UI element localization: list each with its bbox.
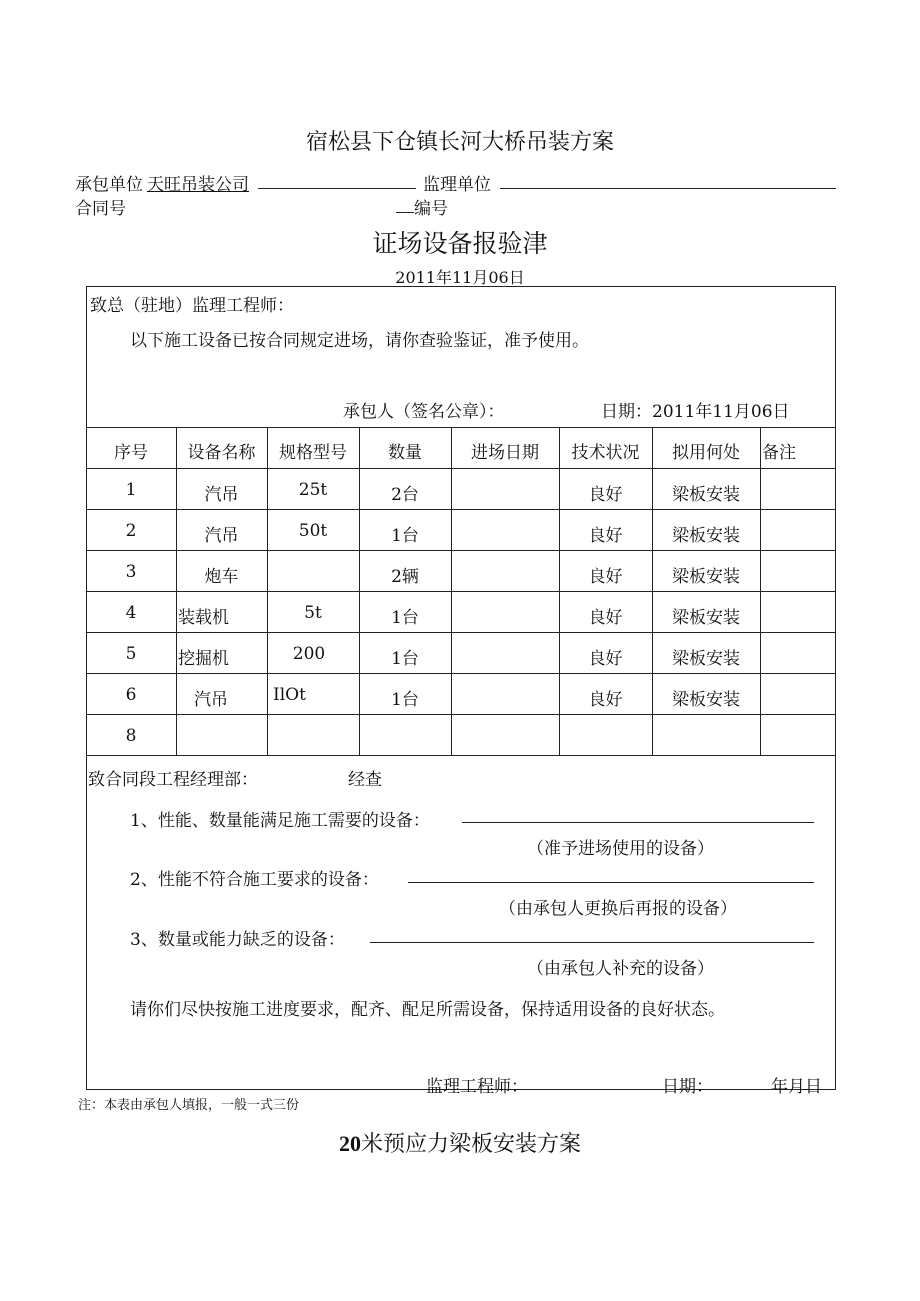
table-cell: 良好 [588, 485, 623, 505]
table-cell: 良好 [588, 526, 623, 546]
table-cell: 3 [125, 562, 137, 582]
col-header-name: 设备名称 [187, 443, 256, 463]
review-item-2: 2、性能不符合施工要求的设备： [130, 870, 379, 890]
contractor-label: 承包单位 [75, 175, 143, 195]
table-cell: 5 [125, 644, 137, 664]
table-bottom-border [86, 755, 836, 756]
table-cell: 8 [125, 726, 137, 746]
table-column-border [267, 427, 268, 755]
document-date: 2011年11月06日 [395, 268, 525, 287]
number-label: 编号 [414, 199, 448, 219]
col-header-entry-date: 进场日期 [471, 443, 539, 463]
supervisor-underline [500, 188, 836, 189]
table-column-border [451, 427, 452, 755]
table-row-border [86, 591, 836, 592]
table-cell: 1台 [391, 649, 419, 669]
contractor-underline [258, 188, 416, 189]
col-header-remarks: 备注 [762, 443, 796, 463]
table-cell: 1台 [391, 608, 419, 628]
review-date-suffix: 年月日 [771, 1077, 822, 1097]
review-checked: 经查 [348, 770, 382, 790]
col-header-model: 规格型号 [279, 443, 347, 463]
col-header-index: 序号 [114, 443, 148, 463]
table-row-border [86, 714, 836, 715]
table-cell: 1 [125, 480, 137, 500]
intro-recipient: 致总（驻地）监理工程师： [90, 296, 294, 316]
table-cell: 良好 [588, 690, 623, 710]
table-cell: 汽吊 [204, 526, 239, 546]
table-cell: 梁板安装 [672, 485, 740, 505]
table-cell: 50t [298, 521, 328, 541]
review-item-3-note: （由承包人补充的设备） [527, 959, 714, 979]
review-item-1-note: （准予进场使用的设备） [527, 839, 714, 859]
review-item-3: 3、数量或能力缺乏的设备： [130, 930, 345, 950]
table-row-border [86, 673, 836, 674]
table-cell: 2 [125, 521, 137, 541]
footnote: 注：本表由承包人填报，一般一式三份 [78, 1098, 300, 1113]
table-cell: 5t [304, 603, 322, 623]
table-cell: 良好 [588, 649, 623, 669]
col-header-usage: 拟用何处 [672, 443, 740, 463]
table-cell: 1台 [391, 690, 419, 710]
bottom-title [0, 1127, 920, 1158]
table-cell: 装载机 [178, 608, 229, 628]
review-item-2-note: （由承包人更换后再报的设备） [499, 899, 737, 919]
bottom-title-text: 米预应力梁板安装方案 [360, 1132, 581, 1157]
review-item-1: 1、性能、数量能满足施工需要的设备： [130, 811, 430, 831]
table-column-border [760, 427, 761, 755]
table-cell: 1台 [391, 526, 419, 546]
review-request: 请你们尽快按施工进度要求，配齐、配足所需设备，保持适用设备的良好状态。 [130, 1000, 725, 1020]
table-cell: 良好 [588, 608, 623, 628]
table-cell: IlOt [273, 685, 306, 705]
table-cell: 良好 [588, 567, 623, 587]
table-cell: 梁板安装 [672, 608, 740, 628]
col-header-quantity: 数量 [388, 443, 422, 463]
contractor-value: 天旺吊装公司 [147, 175, 249, 195]
page-title: 宿松县下仓镇长河大桥吊装方案 [305, 130, 614, 155]
table-cell: 梁板安装 [672, 649, 740, 669]
review-date-label: 日期： [662, 1077, 713, 1097]
table-cell: 汽吊 [194, 690, 228, 710]
table-cell: 2台 [391, 485, 419, 505]
engineer-sign-label: 监理工程师： [426, 1077, 528, 1097]
table-cell: 25t [298, 480, 328, 500]
table-header-border [86, 468, 836, 469]
table-cell: 炮车 [204, 567, 239, 587]
table-top-border [86, 427, 836, 428]
table-cell: 梁板安装 [672, 567, 740, 587]
review-recipient: 致合同段工程经理部： [88, 770, 258, 790]
bottom-title-number: 20 [338, 1131, 361, 1156]
table-row-border [86, 632, 836, 633]
col-header-condition: 技术状况 [571, 443, 640, 463]
review-item-2-line [408, 882, 814, 883]
table-cell: 200 [292, 644, 326, 664]
table-cell: 2辆 [391, 567, 419, 587]
intro-date: 日期：2011年11月06日 [601, 402, 790, 422]
table-cell: 梁板安装 [672, 526, 740, 546]
table-cell: 挖掘机 [178, 649, 229, 669]
supervisor-label: 监理单位 [423, 175, 491, 195]
contractor-sign-label: 承包人（签名公章）： [343, 402, 505, 422]
table-cell: 梁板安装 [672, 690, 740, 710]
review-item-3-line [370, 942, 814, 943]
document-title: 证场设备报验津 [372, 229, 548, 258]
number-underline [396, 212, 414, 213]
table-cell: 4 [125, 603, 137, 623]
table-cell: 6 [125, 685, 137, 705]
table-row-border [86, 550, 836, 551]
review-item-1-line [462, 822, 814, 823]
contract-no-label: 合同号 [75, 199, 126, 219]
table-cell: 汽吊 [204, 485, 239, 505]
intro-body: 以下施工设备已按合同规定进场，请你查验鉴证，准予使用。 [130, 331, 589, 351]
table-row-border [86, 509, 836, 510]
